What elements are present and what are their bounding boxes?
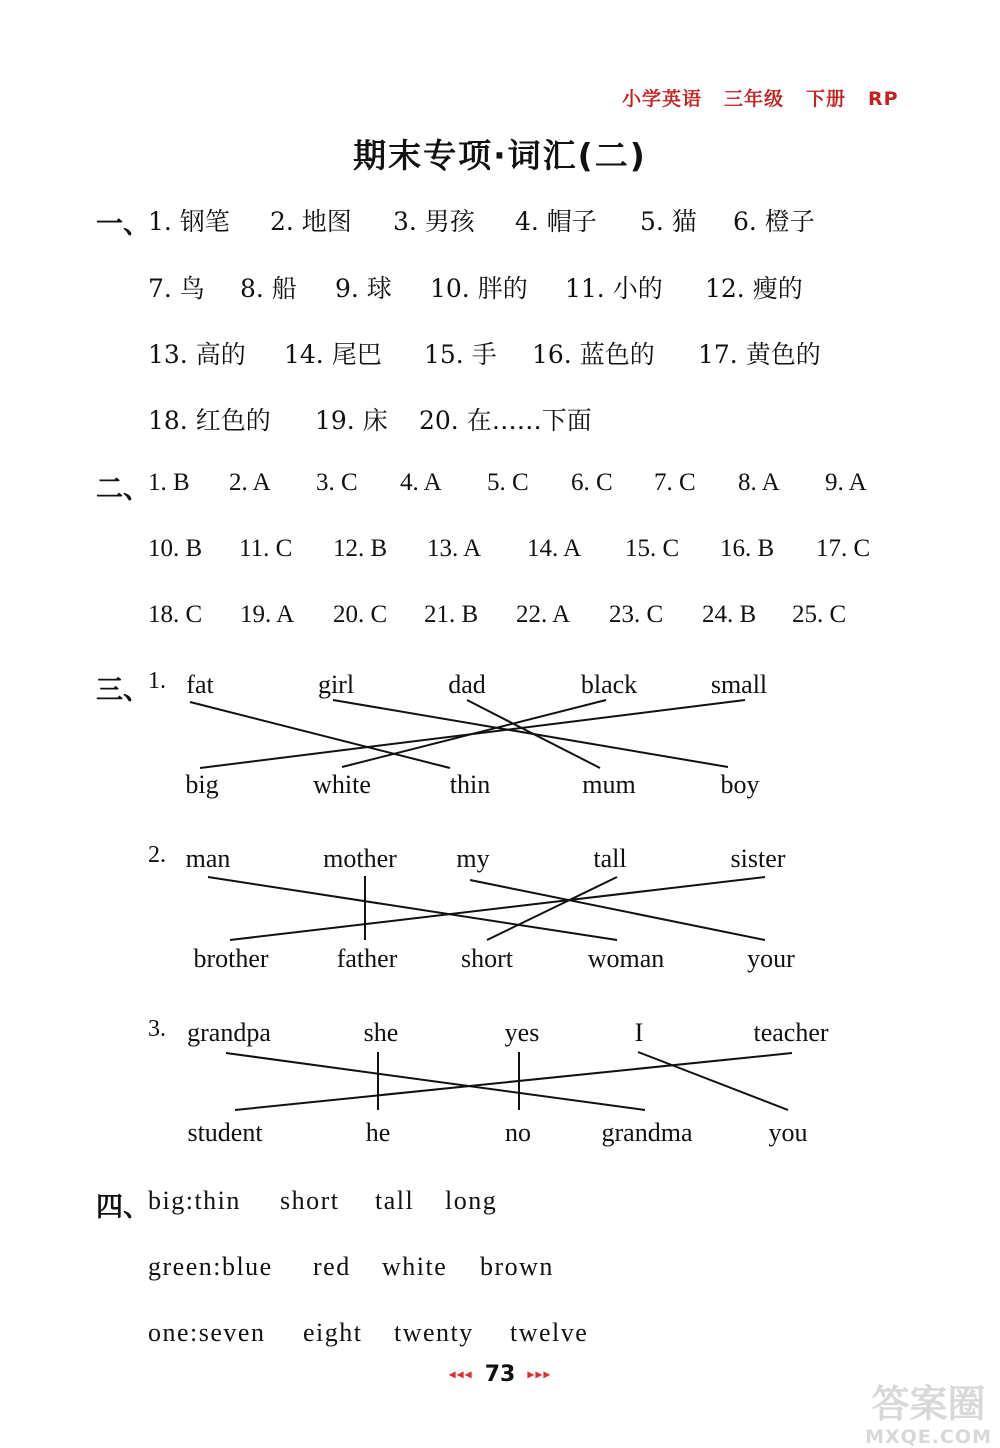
answer-item: 23. C (609, 601, 664, 628)
header-edition: RP (868, 88, 899, 110)
answer-item: 4. A (400, 469, 442, 496)
answer-item: 18. C (148, 601, 203, 628)
top-word: black (580, 670, 638, 699)
answer-item: 9. 球 (335, 274, 392, 303)
watermark-logo: 答案圈 (871, 1382, 986, 1426)
answer-item: 12. 瘦的 (705, 274, 803, 303)
match-line (226, 1053, 645, 1110)
watermark-url: MXQE.COM (865, 1426, 992, 1448)
answer-item: 18. 红色的 (148, 406, 271, 435)
answer-word: long (445, 1186, 498, 1215)
answer-item: 7. C (654, 469, 696, 496)
match-line (208, 877, 617, 940)
answer-word: red (313, 1252, 351, 1281)
answer-item: 7. 鸟 (148, 274, 205, 303)
answer-item: 6. 橙子 (733, 207, 815, 236)
answer-word: eight (303, 1318, 363, 1347)
answer-item: 17. C (816, 535, 871, 562)
answer-item: 13. A (427, 535, 482, 562)
top-word: teacher (753, 1018, 829, 1047)
answer-item: 10. B (148, 535, 203, 562)
page-title: 期末专项·词汇(二) (353, 136, 647, 175)
bottom-word: mum (582, 770, 636, 799)
header-volume: 下册 (806, 88, 847, 110)
answer-item: 14. A (527, 535, 582, 562)
answer-item: 4. 帽子 (515, 207, 597, 236)
answer-item: 2. 地图 (270, 207, 352, 236)
answer-word: white (382, 1252, 448, 1281)
top-word: man (185, 844, 231, 873)
answer-item: 8. A (738, 469, 780, 496)
answer-item: 15. 手 (424, 340, 497, 369)
answer-item: 15. C (625, 535, 680, 562)
answer-item: 16. B (720, 535, 775, 562)
answer-word: twelve (510, 1318, 589, 1347)
header-grade: 三年级 (724, 88, 785, 110)
match-line (467, 700, 600, 768)
top-word: yes (504, 1018, 540, 1047)
bottom-word: boy (720, 770, 760, 799)
answer-item: 1. B (148, 469, 190, 496)
match-line (190, 702, 450, 768)
top-word: grandpa (187, 1018, 271, 1047)
answer-item: 24. B (702, 601, 757, 628)
answer-item: 5. 猫 (640, 207, 697, 236)
top-word: I (634, 1018, 644, 1047)
answer-word: big:thin (148, 1186, 241, 1215)
page-footer (0, 1362, 1000, 1387)
answer-item: 11. C (239, 535, 293, 562)
answer-item: 10. 胖的 (430, 274, 528, 303)
bottom-word: short (461, 944, 513, 973)
top-word: fat (186, 670, 214, 699)
left-arrows-icon: ◂◂◂ (448, 1366, 473, 1383)
section-1-label: 一、 (96, 209, 150, 240)
top-word: girl (317, 670, 355, 699)
right-arrows-icon: ▸▸▸ (527, 1366, 552, 1383)
bottom-word: you (768, 1118, 808, 1147)
section-2-label: 二、 (96, 474, 150, 505)
answer-item: 20. 在……下面 (419, 406, 592, 435)
answer-item: 1. 钢笔 (148, 207, 230, 236)
bottom-word: student (187, 1118, 263, 1147)
answer-item: 21. B (424, 601, 479, 628)
answer-item: 8. 船 (240, 274, 297, 303)
bottom-word: grandma (601, 1118, 693, 1147)
answer-item: 2. A (229, 469, 271, 496)
group-number: 2. (148, 842, 166, 868)
bottom-word: he (365, 1118, 391, 1147)
group-number: 3. (148, 1016, 166, 1042)
header-subject: 小学英语 (622, 88, 703, 110)
top-word: dad (448, 670, 486, 699)
bottom-word: no (505, 1118, 531, 1147)
top-word: tall (593, 844, 627, 873)
top-word: she (363, 1018, 399, 1047)
answer-item: 13. 高的 (148, 340, 246, 369)
answer-word: green:blue (148, 1252, 273, 1281)
answer-word: twenty (394, 1318, 474, 1347)
group-number: 1. (148, 668, 166, 694)
answer-item: 17. 黄色的 (698, 340, 821, 369)
bottom-word: thin (449, 770, 491, 799)
answer-word: brown (480, 1252, 554, 1281)
bottom-word: big (185, 770, 219, 799)
answer-item: 11. 小的 (565, 274, 663, 303)
match-line (200, 700, 745, 768)
bottom-word: brother (193, 944, 269, 973)
answer-item: 14. 尾巴 (284, 340, 382, 369)
bottom-word: father (336, 944, 398, 973)
top-word: mother (323, 844, 397, 873)
answer-word: short (280, 1186, 340, 1215)
answer-item: 9. A (825, 469, 867, 496)
answer-item: 3. 男孩 (393, 207, 475, 236)
answer-item: 20. C (333, 601, 388, 628)
answer-item: 5. C (487, 469, 529, 496)
top-word: sister (730, 844, 786, 873)
answer-item: 22. A (516, 601, 571, 628)
watermark (865, 1382, 992, 1448)
section-3-label: 三、 (96, 675, 150, 706)
answer-word: tall (375, 1186, 415, 1215)
section-4-label: 四、 (96, 1192, 150, 1223)
answer-item: 19. 床 (315, 406, 388, 435)
answer-item: 12. B (333, 535, 388, 562)
page-number: 73 (484, 1362, 516, 1387)
answer-item: 25. C (792, 601, 847, 628)
bottom-word: woman (587, 944, 665, 973)
top-word: my (456, 844, 490, 873)
answer-item: 16. 蓝色的 (532, 340, 655, 369)
match-line (235, 1053, 792, 1110)
match-line (470, 880, 765, 940)
answer-item: 19. A (240, 601, 295, 628)
answer-item: 3. C (316, 469, 358, 496)
bottom-word: white (313, 770, 371, 799)
answer-word: one:seven (148, 1318, 266, 1347)
bottom-word: your (747, 944, 795, 973)
answer-item: 6. C (571, 469, 613, 496)
top-word: small (710, 670, 768, 699)
